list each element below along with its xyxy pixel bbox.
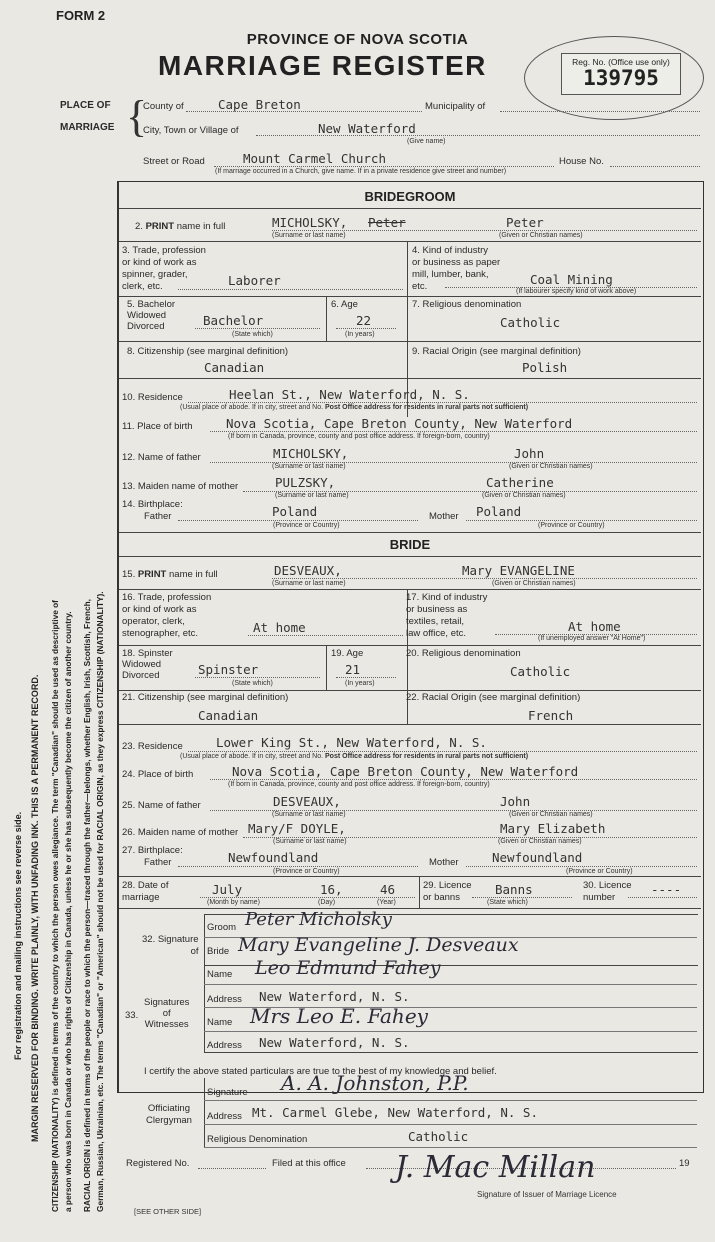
bride-father-given: John <box>500 794 531 809</box>
groom-residence-label: 10. Residence <box>122 392 183 403</box>
groom-birth-label: 11. Place of birth <box>122 421 193 432</box>
bride-mother-given: Mary Elizabeth <box>500 821 606 836</box>
groom-citizenship: Canadian <box>204 360 265 375</box>
bride-surname: DESVEAUX, <box>274 563 342 578</box>
bride-father-surname-sub: (Surname or last name) <box>272 811 346 818</box>
side-instruction-1: For registration and mailing instructions see reverse side. <box>13 811 23 1060</box>
filed-label: Filed at this office <box>272 1158 346 1169</box>
witness2-address-label: Address <box>207 1040 242 1051</box>
marriage-year: 46 <box>380 882 396 897</box>
page-title: MARRIAGE REGISTER <box>158 50 487 81</box>
groom-mother-surname: PULZSKY, <box>275 475 336 490</box>
bride-in-years: (In years) <box>345 680 375 687</box>
witness1-address-label: Address <box>207 994 242 1005</box>
groom-birth: Nova Scotia, Cape Breton County, New Waterford <box>226 416 573 431</box>
marriage-day: 16, <box>320 882 343 897</box>
bride-residence-label: 23. Residence <box>122 741 183 752</box>
bride-age: 21 <box>345 662 361 677</box>
witness1-signature: Leo Edmund Fahey <box>255 957 441 979</box>
groom-bp-father-sub: (Province or Country) <box>273 522 340 529</box>
clergy-signature-label: Signature <box>207 1087 248 1098</box>
groom-residence-sub: (Usual place of abode. If in city, street and No. Post Office address for residents in rural parts not sufficient) <box>180 404 529 411</box>
bride-citizenship: Canadian <box>198 708 259 723</box>
municipality-label: Municipality of <box>425 101 486 112</box>
groom-surname-sub: (Surname or last name) <box>272 232 346 239</box>
bridegroom-heading: BRIDEGROOM <box>364 189 456 204</box>
bride-mother-given-sub: (Given or Christian names) <box>498 838 582 845</box>
bride-status: Spinster <box>198 662 259 677</box>
bride-father-given-sub: (Given or Christian names) <box>509 811 593 818</box>
groom-racial-label: 9. Racial Origin (see marginal definition) <box>412 346 581 357</box>
licence-number: ---- <box>651 882 682 897</box>
reg-no-box <box>561 53 681 95</box>
bride-residence-sub: (Usual place of abode. If in city, street and No. Post Office address for residents in rural parts not sufficient) <box>180 753 529 760</box>
bride-bp-father: Newfoundland <box>228 850 319 865</box>
bride-given-sub: (Given or Christian names) <box>492 580 576 587</box>
bride-signature: Mary Evangeline J. Desveaux <box>238 934 519 956</box>
bride-trade: At home <box>253 620 306 635</box>
groom-father-surname: MICHOLSKY, <box>273 446 349 461</box>
house-line <box>610 166 700 167</box>
bride-bp-mother-sub: (Province or Country) <box>566 868 633 875</box>
issuer-signature: J. Mac Millan <box>395 1150 596 1185</box>
marriage-day-sub: (Day) <box>318 899 336 906</box>
groom-status: Bachelor <box>203 313 264 328</box>
groom-age: 22 <box>356 313 372 328</box>
witness2-name-label: Name <box>207 1017 233 1028</box>
see-other-side: [SEE OTHER SIDE] <box>134 1207 202 1216</box>
clergy-religion: Catholic <box>408 1129 469 1144</box>
groom-mother-given: Catherine <box>486 475 554 490</box>
city-label: City, Town or Village of <box>143 125 239 136</box>
bride-sig-label: Bride <box>207 946 230 957</box>
give-name-note: (Give name) <box>407 138 446 145</box>
bride-birthplace-label: 27. Birthplace: <box>122 845 183 856</box>
bride-status-label: 18. Spinster Widowed Divorced <box>122 648 173 681</box>
groom-religion: Catholic <box>500 315 561 330</box>
province-heading: PROVINCE OF NOVA SCOTIA <box>246 31 469 48</box>
bride-birth-label: 24. Place of birth <box>122 769 194 780</box>
bride-religion: Catholic <box>510 664 571 679</box>
bride-surname-sub: (Surname or last name) <box>272 580 346 587</box>
witness1-name-label: Name <box>207 969 233 980</box>
clergy-signature: A. A. Johnston, P.P. <box>281 1071 469 1095</box>
house-label: House No. <box>559 156 604 167</box>
street-label: Street or Road <box>143 156 205 167</box>
witnesses-label: Signatures of Witnesses <box>144 997 190 1030</box>
groom-industry-label: 4. Kind of industry or business as paper mill, lumber, bank, etc. <box>412 245 501 292</box>
groom-given: Peter <box>506 215 544 230</box>
groom-trade: Laborer <box>228 273 281 288</box>
county-label: County of <box>143 101 184 112</box>
groom-given-sub: (Given or Christian names) <box>499 232 583 239</box>
witnesses-num: 33. <box>125 1010 139 1021</box>
bride-mother-surname-sub: (Surname or last name) <box>273 838 347 845</box>
groom-bp-father: Poland <box>272 504 318 519</box>
marriage-month-sub: (Month by name) <box>207 899 260 906</box>
groom-status-label: 5. Bachelor Widowed Divorced <box>127 299 176 332</box>
place-brace: { <box>126 92 148 141</box>
groom-trade-label: 3. Trade, profession or kind of work as spinner, grader, clerk, etc. <box>122 245 206 292</box>
bride-mother-label: 26. Maiden name of mother <box>122 827 239 838</box>
bride-residence: Lower King St., New Waterford, N. S. <box>216 735 487 750</box>
banns-label: 29. Licence or banns <box>423 880 472 903</box>
groom-name-label: 2. PRINT name in full <box>135 221 226 232</box>
side-definition-3: RACIAL ORIGIN is defined in terms of the people or race to which the person—traced through the father—belongs, whether English, Irish, Scottish, French, <box>82 599 92 1212</box>
bride-industry: At home <box>568 619 621 634</box>
bride-heading: BRIDE <box>389 537 431 552</box>
bride-bp-father-sub: (Province or Country) <box>273 868 340 875</box>
bride-name-label: 15. PRINT name in full <box>122 569 218 580</box>
groom-father-label: 12. Name of father <box>122 452 201 463</box>
signature-of-label: 32. Signature of <box>142 934 199 957</box>
side-instruction-2: MARGIN RESERVED FOR BINDING. WRITE PLAINLY, WITH UNFADING INK. THIS IS A PERMANENT RECORD. <box>30 674 40 1142</box>
clergy-address: Mt. Carmel Glebe, New Waterford, N. S. <box>252 1105 538 1120</box>
groom-citizenship-label: 8. Citizenship (see marginal definition) <box>127 346 289 357</box>
municipality-line <box>500 111 700 112</box>
groom-bp-mother: Poland <box>476 504 522 519</box>
side-definition-1: CITIZENSHIP (NATIONALITY) is defined in terms of the country to which the person owes allegiance. The term "Canadian" should be used as descriptive of <box>50 600 60 1212</box>
groom-industry-sub: (If labourer specify kind of work above) <box>516 288 637 295</box>
marriage-year-sub: (Year) <box>377 899 396 906</box>
groom-in-years: (In years) <box>345 331 375 338</box>
clergy-religion-label: Religious Denomination <box>207 1134 308 1145</box>
bride-birth-sub: (If born in Canada, province, county and post office address. If foreign-born, country) <box>228 781 490 788</box>
bride-racial-label: 22. Racial Origin (see marginal definition) <box>406 692 581 703</box>
bride-mother-surname: Mary/F DOYLE, <box>248 821 346 836</box>
county-value: Cape Breton <box>218 97 301 112</box>
bride-bp-mother-label: Mother <box>429 857 459 868</box>
marriage-month: July <box>212 882 243 897</box>
bride-industry-sub: (If unemployed answer "At Home") <box>538 635 646 642</box>
groom-age-label: 6. Age <box>331 299 358 310</box>
bride-father-surname: DESVEAUX, <box>273 794 341 809</box>
groom-father-given-sub: (Given or Christian names) <box>509 463 593 470</box>
groom-state-which: (State which) <box>232 331 273 338</box>
street-line <box>214 166 554 167</box>
marriage-date-label: 28. Date of marriage <box>122 880 169 903</box>
bride-father-label: 25. Name of father <box>122 800 201 811</box>
groom-industry: Coal Mining <box>530 272 613 287</box>
bride-citizenship-label: 21. Citizenship (see marginal definition) <box>122 692 289 703</box>
bride-bp-mother: Newfoundland <box>492 850 583 865</box>
street-note: (If marriage occurred in a Church, give name. If in a private residence give street and number) <box>215 168 507 175</box>
groom-signature: Peter Micholsky <box>245 909 392 930</box>
witness2-address: New Waterford, N. S. <box>259 1035 410 1050</box>
reg-no-label: Reg. No. (Office use only) <box>572 57 670 67</box>
filed-year-prefix: 19 <box>679 1158 690 1169</box>
place-of-label: PLACE OF <box>60 100 111 111</box>
groom-religion-label: 7. Religious denomination <box>412 299 522 310</box>
bride-given: Mary EVANGELINE <box>462 563 575 578</box>
groom-father-surname-sub: (Surname or last name) <box>272 463 346 470</box>
groom-birthplace-label: 14. Birthplace: <box>122 499 183 510</box>
groom-sig-label: Groom <box>207 922 237 933</box>
groom-racial: Polish <box>522 360 568 375</box>
groom-surname: MICHOLSKY, <box>272 215 348 230</box>
groom-mother-label: 13. Maiden name of mother <box>122 481 239 492</box>
issuer-label: Signature of Issuer of Marriage Licence <box>477 1190 617 1199</box>
witness2-signature: Mrs Leo E. Fahey <box>250 1004 428 1028</box>
certify-text: I certify the above stated particulars are true to the best of my knowledge and belief. <box>144 1066 497 1077</box>
groom-mother-given-sub: (Given or Christian names) <box>482 492 566 499</box>
side-definition-2: a person who was born in Canada or who has rights of Citizenship in Canada, unless he or she has subsequently become the citizen of another country. <box>63 611 73 1212</box>
witness1-address: New Waterford, N. S. <box>259 989 410 1004</box>
banns-value: Banns <box>495 882 533 897</box>
groom-given-struck: Peter <box>368 215 406 230</box>
bride-state-which: (State which) <box>232 680 273 687</box>
groom-bp-father-label: Father <box>144 511 172 522</box>
groom-birth-sub: (If born in Canada, province, county and post office address. If foreign-born, country) <box>228 433 490 440</box>
registered-no-label: Registered No. <box>126 1158 190 1169</box>
licence-number-label: 30. Licence number <box>583 880 632 903</box>
groom-bp-mother-label: Mother <box>429 511 459 522</box>
marriage-label: MARRIAGE <box>60 122 115 133</box>
bride-industry-label: 17. Kind of industry or business as textiles, retail, law office, etc. <box>406 592 488 639</box>
form-number: FORM 2 <box>56 8 106 23</box>
bride-racial: French <box>528 708 574 723</box>
bride-trade-label: 16. Trade, profession or kind of work as operator, clerk, stenographer, etc. <box>122 592 212 639</box>
bride-religion-label: 20. Religious denomination <box>406 648 521 659</box>
bride-bp-father-label: Father <box>144 857 172 868</box>
groom-bp-mother-sub: (Province or Country) <box>538 522 605 529</box>
city-value: New Waterford <box>318 121 416 136</box>
groom-father-given: John <box>514 446 545 461</box>
bride-age-label: 19. Age <box>331 648 364 659</box>
side-definition-4: German, Russian, Ukrainian, etc. The terms "Canadian" or "American" should not be used for RACIAL ORIGIN, as they express CITIZENSHIP (NATIONALITY). <box>95 591 105 1212</box>
street-value: Mount Carmel Church <box>243 151 386 166</box>
clergy-address-label: Address <box>207 1111 242 1122</box>
reg-no-value: 139795 <box>583 66 659 90</box>
bride-birth: Nova Scotia, Cape Breton County, New Waterford <box>232 764 579 779</box>
groom-mother-surname-sub: (Surname or last name) <box>275 492 349 499</box>
officiating-label: Officiating Clergyman <box>146 1103 192 1126</box>
groom-residence: Heelan St., New Waterford, N. S. <box>229 387 470 402</box>
banns-state-which: (State which) <box>487 899 528 906</box>
